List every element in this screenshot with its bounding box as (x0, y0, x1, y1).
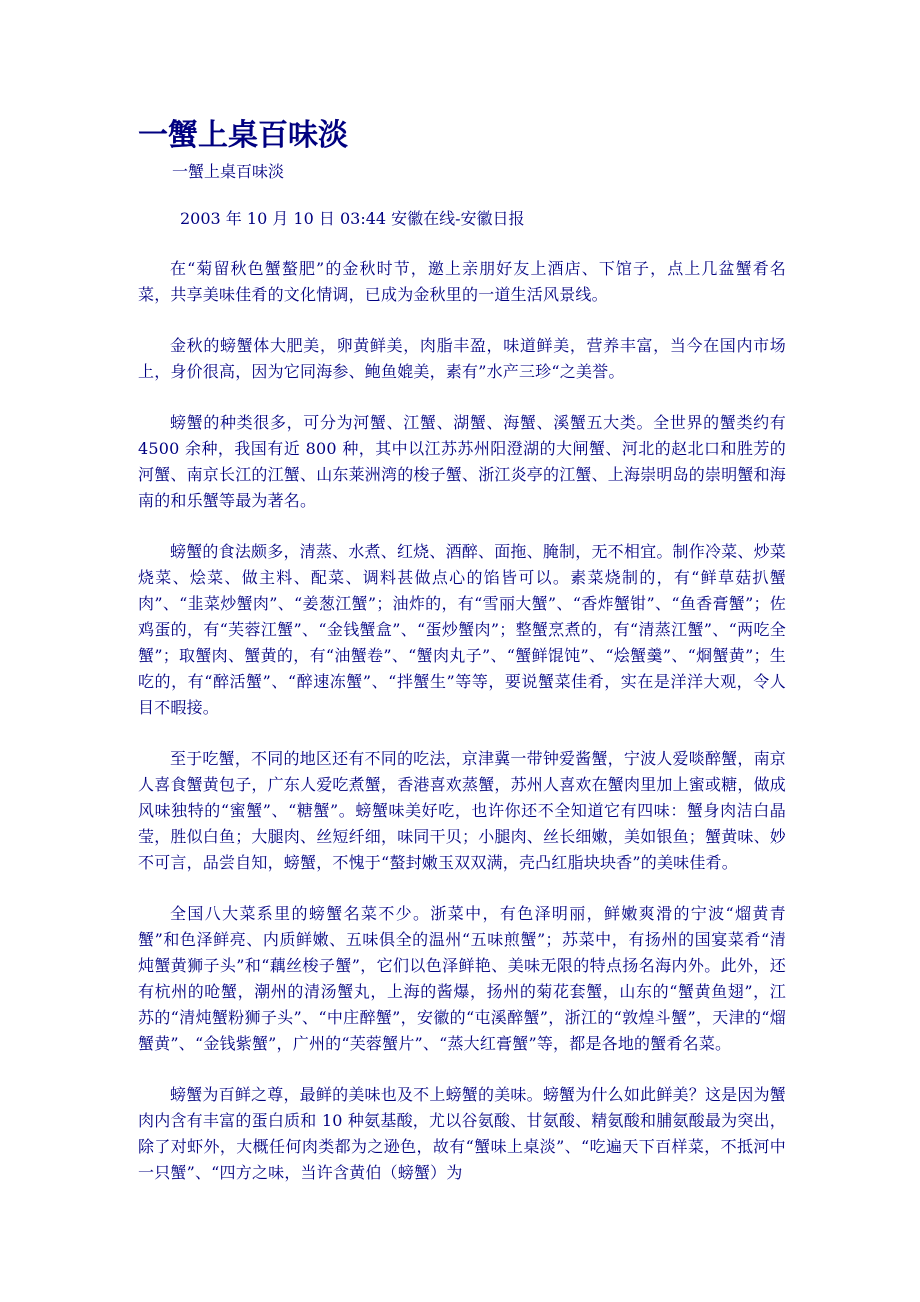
article-paragraph: 金秋的螃蟹体大肥美，卵黄鲜美，肉脂丰盈，味道鲜美，营养丰富，当今在国内市场上，身价很高，因为它同海参、鲍鱼媲美，素有”水产三珍“之美誉。 (138, 336, 786, 381)
article-paragraph: 至于吃蟹，不同的地区还有不同的吃法，京津冀一带钟爱酱蟹，宁波人爱啖醉蟹，南京人喜食蟹黄包子，广东人爱吃煮蟹，香港喜欢蒸蟹，苏州人喜欢在蟹肉里加上蜜或糖，做成风味独特的“蜜蟹”、“糖蟹”。螃蟹味美好吃，也许你还不全知道它有四味：蟹身肉洁白晶莹，胜似白鱼；大腿肉、丝短纤细，味同干贝；小腿肉、丝长细嫩，美如银鱼；蟹黄味、妙不可言，品尝自知，螃蟹，不愧于“螯封嫩玉双双满，壳凸红脂块块香”的美味佳肴。 (138, 749, 787, 872)
article-title: 一蟹上桌百味淡 (138, 118, 348, 153)
article-paragraph: 螃蟹的食法颇多，清蒸、水煮、红烧、酒醉、面拖、腌制，无不相宜。制作冷菜、炒菜烧菜、烩菜、做主料、配菜、调料甚做点心的馅皆可以。素菜烧制的，有“鲜草菇扒蟹肉”、“韭菜炒蟹肉”、“姜葱江蟹”；油炸的，有“雪丽大蟹”、“香炸蟹钳”、“鱼香膏蟹”；佐鸡蛋的，有“芙蓉江蟹”、“金钱蟹盒”、“蛋炒蟹肉”；整蟹烹煮的，有“清蒸江蟹”、“两吃全蟹”；取蟹肉、蟹黄的，有“油蟹卷”、“蟹肉丸子”、“蟹鲜馄饨”、“烩蟹羹”、“烱蟹黄”；生吃的，有“醉活蟹”、“醉速冻蟹”、“拌蟹生”等等，要说蟹菜佳肴，实在是洋洋大观，令人目不暇接。 (138, 542, 786, 717)
article-paragraph: 在“菊留秋色蟹螯肥”的金秋时节，邀上亲朋好友上酒店、下馆子，点上几盆蟹肴名菜，共享美味佳肴的文化情调，已成为金秋里的一道生活风景线。 (138, 259, 786, 304)
article-paragraph: 螃蟹的种类很多，可分为河蟹、江蟹、湖蟹、海蟹、溪蟹五大类。全世界的蟹类约有 4500 余种，我国有近 800 种，其中以江苏苏州阳澄湖的大闸蟹、河北的赵北口和胜芳的河蟹、南京长江的江蟹、山东莱洲湾的梭子蟹、浙江炎亭的江蟹、上海崇明岛的崇明蟹和海南的和乐蟹等最为著名。 (138, 413, 787, 510)
article-subtitle: 一蟹上桌百味淡 (172, 162, 285, 181)
article-dateline: 2003 年 10 月 10 日 03:44 安徽在线-安徽日报 (180, 209, 525, 228)
article-paragraph: 全国八大菜系里的螃蟹名菜不少。浙菜中，有色泽明丽，鲜嫩爽滑的宁波“熘黄青蟹”和色泽鲜亮、内质鲜嫩、五味俱全的温州“五味煎蟹”；苏菜中，有扬州的国宴菜肴“清炖蟹黄狮子头”和“藕丝梭子蟹”，它们以色泽鲜艳、美味无限的特点扬名海内外。此外，还有杭州的呛蟹，潮州的清汤蟹丸，上海的酱爆，扬州的菊花套蟹，山东的“蟹黄鱼翅”，江苏的“清炖蟹粉狮子头”、“中庄醉蟹”，安徽的“屯溪醉蟹”，浙江的“敦煌斗蟹”，天津的“熘蟹黄”、“金钱紫蟹”，广州的“芙蓉蟹片”、“蒸大红膏蟹”等，都是各地的蟹肴名菜。 (138, 904, 786, 1053)
article-paragraph: 螃蟹为百鲜之尊，最鲜的美味也及不上螃蟹的美味。螃蟹为什么如此鲜美？这是因为蟹肉内含有丰富的蛋白质和 10 种氨基酸，尤以谷氨酸、甘氨酸、精氨酸和脯氨酸最为突出，除了对虾外，大概任何肉类都为之逊色，故有“蟹味上桌淡”、“吃遍天下百样菜，不抵河中一只蟹”、“四方之味，当许含黄伯（螃蟹）为 (138, 1085, 786, 1182)
article-body (138, 256, 786, 1211)
